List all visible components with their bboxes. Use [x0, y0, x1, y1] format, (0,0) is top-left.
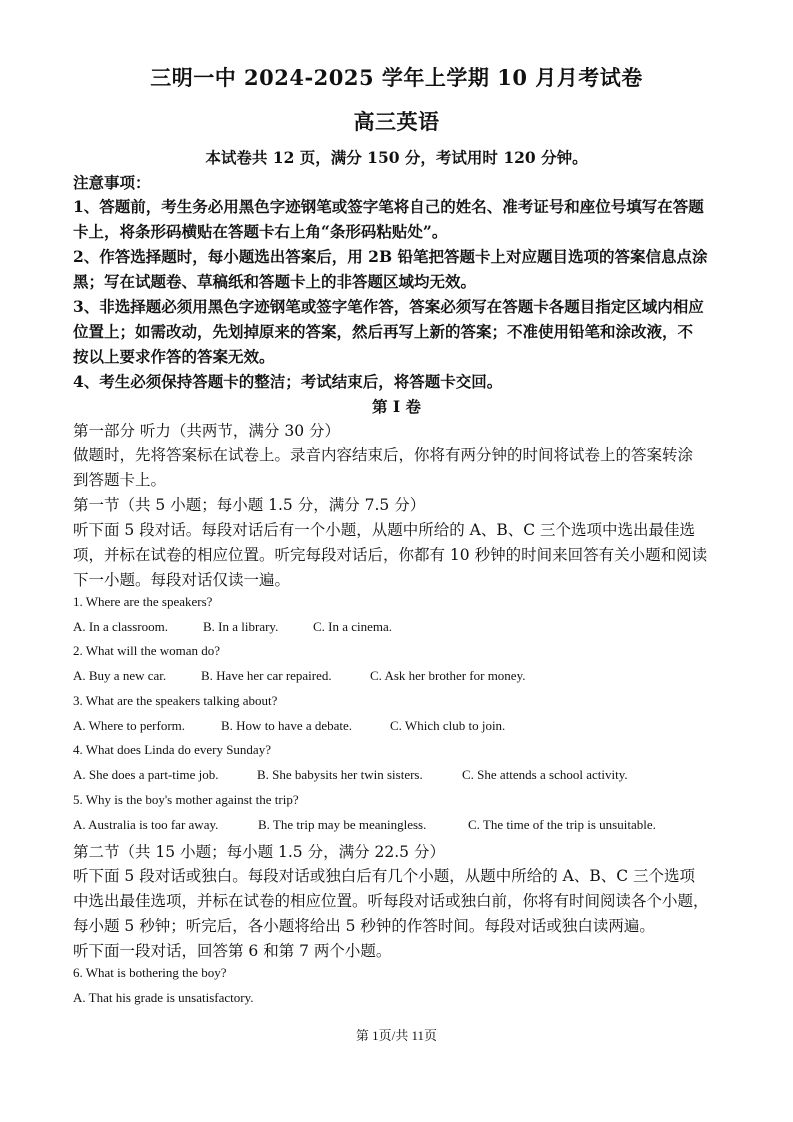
section2-lead: 听下面一段对话，回答第 6 和第 7 两个小题。 — [73, 942, 392, 960]
section2-heading: 第二节（共 15 小题；每小题 1.5 分，满分 22.5 分） — [73, 843, 445, 861]
option-c: C. In a cinema. — [313, 619, 393, 634]
option-a: A. Where to perform. — [73, 718, 186, 733]
option-a: A. That his grade is unsatisfactory. — [73, 990, 254, 1005]
part1-heading: 第一部分 听力（共两节，满分 30 分） — [73, 422, 341, 440]
page-number: 第 1页/共 11页 — [355, 1028, 438, 1043]
exam-title: 三明一中 2024-2025 学年上学期 10 月月考试卷 — [150, 65, 643, 90]
option-b: B. Have her car repaired. — [201, 668, 332, 683]
section2-instr: 每小题 5 秒钟；听完后，各小题将给出 5 秒钟的作答时间。每段对话或独白读两遍。 — [73, 917, 655, 935]
question-stem: 6. What is bothering the boy? — [73, 965, 227, 980]
question-options — [73, 817, 720, 833]
note-line: 1、答题前，考生务必用黑色字迹钢笔或签字笔将自己的姓名、准考证号和座位号填写在答题 — [73, 197, 704, 216]
question-stem: 2. What will the woman do? — [73, 643, 221, 658]
section1-heading: 第一节（共 5 小题；每小题 1.5 分，满分 7.5 分） — [73, 496, 426, 514]
option-a: A. She does a part-time job. — [73, 767, 219, 782]
note-line: 2、作答选择题时，每小题选出答案后，用 2B 铅笔把答题卡上对应题目选项的答案信息点涂 — [73, 247, 708, 266]
section2-instr: 听下面 5 段对话或独白。每段对话或独白后有几个小题，从题中所给的 A、B、C 三个选项 — [73, 867, 696, 885]
option-c: C. Ask her brother for money. — [370, 668, 526, 683]
option-a: A. Australia is too far away. — [73, 817, 219, 832]
notes-heading: 注意事项： — [73, 173, 151, 192]
note-line: 黑；写在试题卷、草稿纸和答题卡上的非答题区域均无效。 — [73, 272, 477, 291]
volume-heading: 第 I 卷 — [371, 397, 422, 416]
option-b: B. In a library. — [203, 619, 279, 634]
option-a: A. Buy a new car. — [73, 668, 167, 683]
question-options — [73, 767, 720, 783]
option-b: B. How to have a debate. — [221, 718, 353, 733]
note-line: 按以上要求作答的答案无效。 — [73, 347, 275, 366]
section1-instr: 项，并标在试卷的相应位置。听完每段对话后，你都有 10 秒钟的时间来回答有关小题和阅读 — [73, 546, 708, 564]
option-b: B. The trip may be meaningless. — [258, 817, 427, 832]
question-stem: 1. Where are the speakers? — [73, 594, 213, 609]
option-c: C. The time of the trip is unsuitable. — [468, 817, 656, 832]
note-line: 卡上，将条形码横贴在答题卡右上角“条形码粘贴处”。 — [73, 222, 448, 241]
option-b: B. She babysits her twin sisters. — [257, 767, 423, 782]
question-stem: 4. What does Linda do every Sunday? — [73, 742, 271, 757]
question-stem: 5. Why is the boy's mother against the trip? — [73, 792, 299, 807]
option-a: A. In a classroom. — [73, 619, 168, 634]
question-options — [73, 619, 720, 635]
note-line: 位置上；如需改动，先划掉原来的答案，然后再写上新的答案；不准使用铅笔和涂改液，不 — [73, 322, 694, 341]
section1-instr: 下一小题。每段对话仅读一遍。 — [73, 571, 291, 589]
section1-instr: 听下面 5 段对话。每段对话后有一个小题，从题中所给的 A、B、C 三个选项中选出最佳选 — [73, 521, 696, 539]
option-c: C. Which club to join. — [390, 718, 506, 733]
part1-instr: 到答题卡上。 — [73, 471, 167, 489]
option-c: C. She attends a school activity. — [462, 767, 628, 782]
part1-instr: 做题时，先将答案标在试卷上。录音内容结束后，你将有两分钟的时间将试卷上的答案转涂 — [73, 446, 694, 464]
note-line: 3、非选择题必须用黑色字迹钢笔或签字笔作答，答案必须写在答题卡各题目指定区域内相应 — [73, 297, 704, 316]
question-options — [73, 718, 720, 734]
exam-subtitle: 高三英语 — [353, 109, 440, 134]
section2-instr: 中选出最佳选项，并标在试卷的相应位置。听每段对话或独白前，你将有时间阅读各个小题， — [73, 892, 709, 910]
question-options — [73, 668, 720, 684]
exam-info: 本试卷共 12 页，满分 150 分，考试用时 120 分钟。 — [205, 148, 588, 167]
note-line: 4、考生必须保持答题卡的整洁；考试结束后，将答题卡交回。 — [73, 372, 503, 391]
question-stem: 3. What are the speakers talking about? — [73, 693, 278, 708]
